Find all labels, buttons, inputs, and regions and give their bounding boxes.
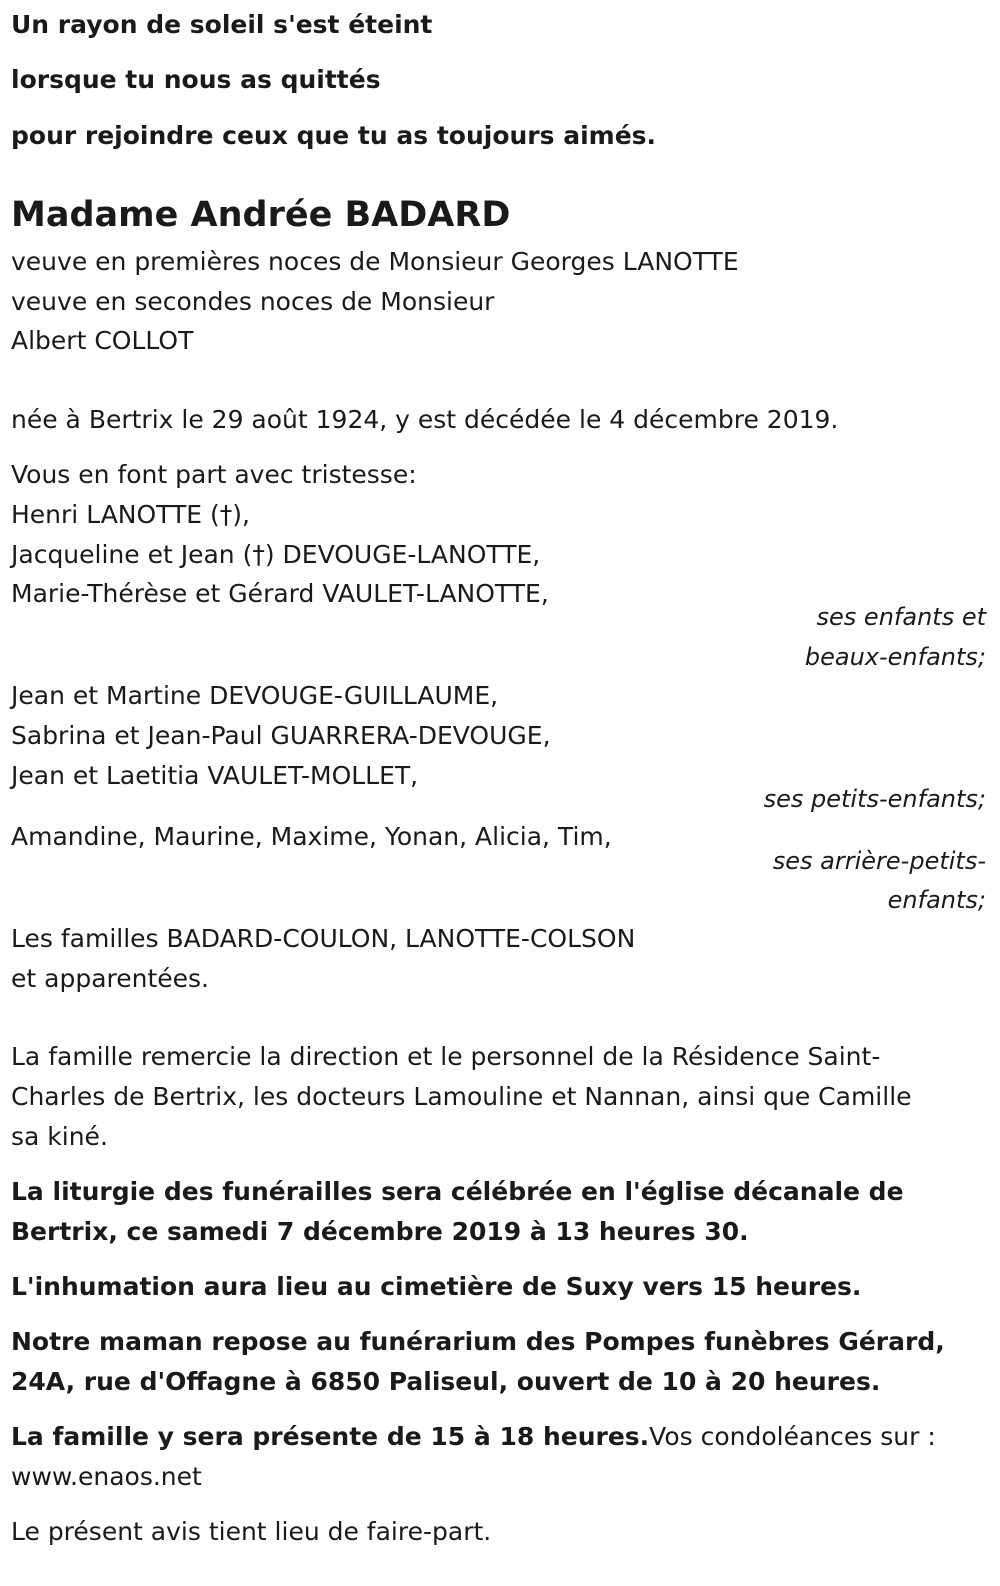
thanks-line-3: sa kiné.: [11, 1122, 108, 1151]
liturgy-line-2: Bertrix, ce samedi 7 décembre 2019 à 13 heures 30.: [11, 1217, 749, 1246]
deceased-name: Madame Andrée BADARD: [11, 195, 511, 235]
presence-line: [11, 1417, 936, 1457]
child-3: Marie-Thérèse et Gérard VAULET-LANOTTE,: [11, 579, 549, 608]
rest-line-2: 24A, rue d'Offagne à 6850 Paliseul, ouvert de 10 à 20 heures.: [11, 1367, 881, 1396]
grandchild-3: Jean et Laetitia VAULET-MOLLET,: [11, 761, 419, 790]
thanks-line-1: La famille remercie la direction et le personnel de la Résidence Saint-: [11, 1042, 881, 1071]
poem-line-1: Un rayon de soleil s'est éteint: [11, 10, 433, 39]
burial-line: L'inhumation aura lieu au cimetière de Suxy vers 15 heures.: [11, 1272, 862, 1301]
presence-text: La famille y sera présente de 15 à 18 heures.: [11, 1422, 650, 1451]
child-2: Jacqueline et Jean (†) DEVOUGE-LANOTTE,: [11, 540, 541, 569]
grandchild-2: Sabrina et Jean-Paul GUARRERA-DEVOUGE,: [11, 721, 551, 750]
family-intro: Vous en font part avec tristesse:: [11, 460, 417, 489]
condolences-text: Vos condoléances sur :: [649, 1422, 936, 1451]
grandchild-1: Jean et Martine DEVOUGE-GUILLAUME,: [11, 681, 499, 710]
grandchildren-role: ses petits-enfants;: [763, 785, 986, 813]
great-grandchildren-role-line-1: ses arrière-petits-: [772, 847, 986, 875]
children-role-line-2: beaux-enfants;: [804, 643, 986, 671]
website-link[interactable]: www.enaos.net: [11, 1462, 202, 1491]
poem-line-3: pour rejoindre ceux que tu as toujours aimés.: [11, 121, 657, 150]
rest-line-1: Notre maman repose au funérarium des Pompes funèbres Gérard,: [11, 1327, 945, 1356]
great-grandchildren: Amandine, Maurine, Maxime, Yonan, Alicia, Tim,: [11, 822, 612, 851]
deceased-detail-3: Albert COLLOT: [11, 326, 194, 355]
footer-note: Le présent avis tient lieu de faire-part.: [11, 1517, 492, 1546]
birth-death-line: née à Bertrix le 29 août 1924, y est décédée le 4 décembre 2019.: [11, 405, 839, 434]
great-grandchildren-role-line-2: enfants;: [887, 886, 986, 914]
deceased-detail-1: veuve en premières noces de Monsieur Georges LANOTTE: [11, 247, 739, 276]
child-1: Henri LANOTTE (†),: [11, 500, 250, 529]
thanks-line-2: Charles de Bertrix, les docteurs Lamouline et Nannan, ainsi que Camille: [11, 1082, 912, 1111]
poem-line-2: lorsque tu nous as quittés: [11, 65, 381, 94]
deceased-detail-2: veuve en secondes noces de Monsieur: [11, 287, 495, 316]
liturgy-line-1: La liturgie des funérailles sera célébrée en l'église décanale de: [11, 1177, 904, 1206]
families-line-1: Les familles BADARD-COULON, LANOTTE-COLSON: [11, 924, 636, 953]
families-line-2: et apparentées.: [11, 964, 209, 993]
children-role-line-1: ses enfants et: [816, 603, 986, 631]
